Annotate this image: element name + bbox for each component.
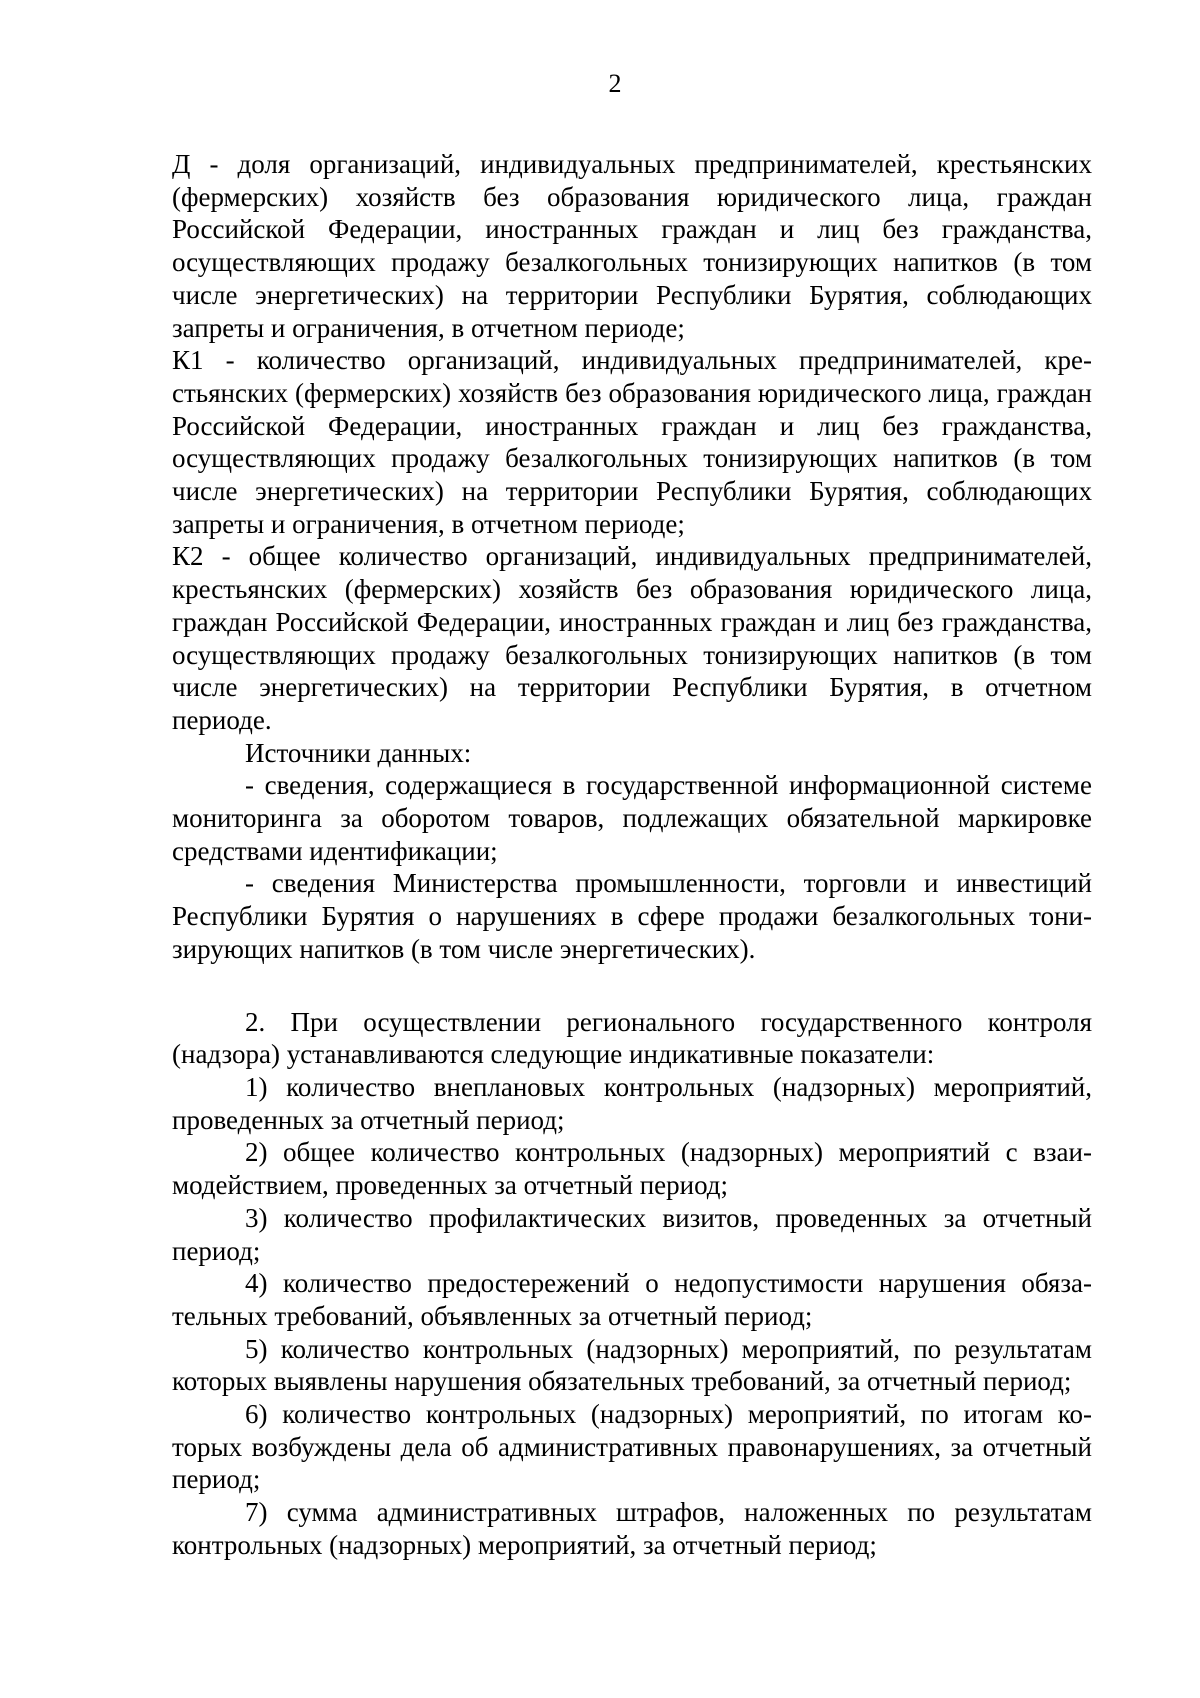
definition-k2: К2 - общее количество организаций, индивидуальных предпринимателей, крестьянских (фермерских) хозяйств без образования юридического лица, граждан Российской Федерации, иностранных граждан и лиц без гражданства, осуществляющих продажу безалкогольных тонизирующих напитков (в том числе энергетических) на территории Республики Бурятия, в отчетном периоде.	[172, 541, 1092, 735]
indicator-item-7: 7) сумма административных штрафов, наложенных по результатам контрольных (надзорных) мероприятий, за отчетный период;	[172, 1497, 1092, 1560]
indicator-item-6: 6) количество контрольных (надзорных) мероприятий, по итогам которых возбуждены дела об административных правонарушениях, за отчетный период;	[172, 1399, 1092, 1495]
source-item-monitoring: - сведения, содержащиеся в государственной информационной системе мониторинга за оборотом товаров, подлежащих обязательной маркировке средствами идентификации;	[172, 770, 1092, 866]
indicator-item-2: 2) общее количество контрольных (надзорных) мероприятий с взаимодействием, проведенных за отчетный период;	[172, 1137, 1092, 1201]
indicator-item-5: 5) количество контрольных (надзорных) мероприятий, по результатам которых выявлены нарушения обязательных требований, за отчетный период;	[172, 1333, 1092, 1397]
indicator-item-1: 1) количество внеплановых контрольных (надзорных) мероприятий, проведенных за отчетный период;	[172, 1071, 1092, 1135]
indicator-item-4: 4) количество предостережений о недопустимости нарушения обязательных требований, объявленных за отчетный период;	[172, 1268, 1092, 1331]
page-number: 2	[608, 69, 622, 98]
section2-intro: 2. При осуществлении регионального государственного контроля (надзора) устанавливаются следующие индикативные показатели:	[172, 1006, 1092, 1070]
source-item-ministry: - сведения Министерства промышленности, торговли и инвестиций Республики Бурятия о нарушениях в сфере продажи безалкогольных тонизирующих напитков (в том числе энергетических).	[172, 868, 1092, 964]
indicator-item-3: 3) количество профилактических визитов, проведенных за отчетный период;	[172, 1202, 1092, 1266]
definition-d: Д - доля организаций, индивидуальных предпринимателей, крестьянских (фермерских) хозяйств без образования юридического лица, граждан Российской Федерации, иностранных граждан и лиц без гражданства, осуществляющих продажу безалкогольных тонизирующих напитков (в том числе энергетических) на территории Республики Бурятия, соблюдающих запреты и ограничения, в отчетном периоде;	[172, 149, 1092, 343]
definition-k1: К1 - количество организаций, индивидуальных предпринимателей, крестьянских (фермерских) хозяйств без образования юридического лица, граждан Российской Федерации, иностранных граждан и лиц без гражданства, осуществляющих продажу безалкогольных тонизирующих напитков (в том числе энергетических) на территории Республики Бурятия, соблюдающих запреты и ограничения, в отчетном периоде;	[172, 345, 1092, 539]
document-body	[172, 148, 1092, 1562]
sources-heading: Источники данных:	[245, 737, 472, 768]
